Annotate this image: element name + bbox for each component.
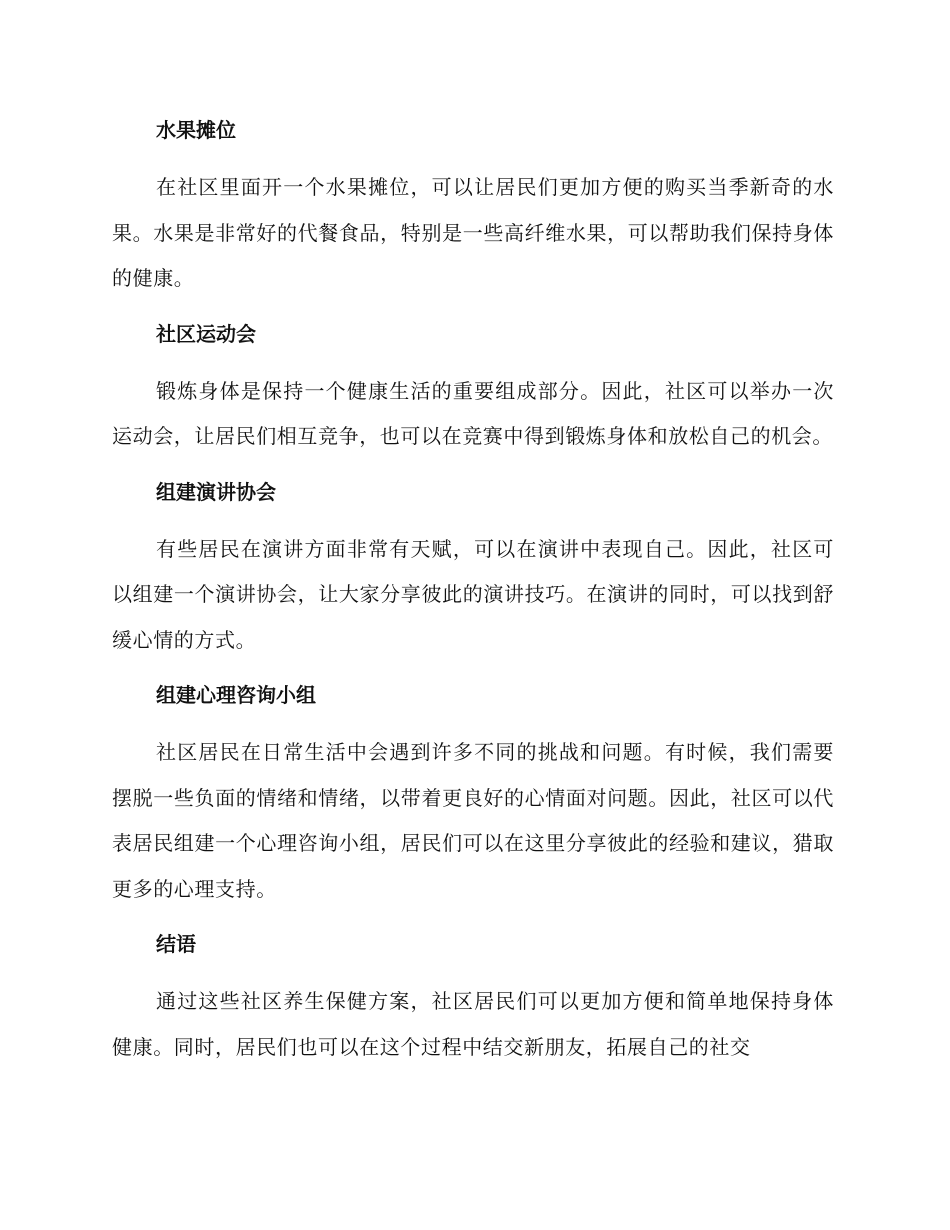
section-heading-conclusion: 结语 [156, 932, 196, 956]
section-paragraph-speech-club: 有些居民在演讲方面非常有天赋，可以在演讲中表现自己。因此，社区可以组建一个演讲协会，让大家分享彼此的演讲技巧。在演讲的同时，可以找到舒缓心情的方式。 [112, 536, 834, 652]
section-paragraph-conclusion: 通过这些社区养生保健方案，社区居民们可以更加方便和简单地保持身体健康。同时，居民们也可以在这个过程中结交新朋友，拓展自己的社交 [112, 989, 834, 1059]
section-paragraph-sports-meet: 锻炼身体是保持一个健康生活的重要组成部分。因此，社区可以举办一次运动会，让居民们相互竞争，也可以在竞赛中得到锻炼身体和放松自己的机会。 [112, 378, 834, 448]
section-heading-fruit-stall: 水果摊位 [156, 118, 236, 142]
section-heading-counseling-group: 组建心理咨询小组 [156, 683, 316, 707]
section-paragraph-fruit-stall: 在社区里面开一个水果摊位，可以让居民们更加方便的购买当季新奇的水果。水果是非常好的代餐食品，特别是一些高纤维水果，可以帮助我们保持身体的健康。 [112, 175, 834, 290]
section-heading-sports-meet: 社区运动会 [156, 321, 256, 346]
document-body [112, 108, 834, 1080]
section-paragraph-counseling-group: 社区居民在日常生活中会遇到许多不同的挑战和问题。有时候，我们需要摆脱一些负面的情绪和情绪，以带着更良好的心情面对问题。因此，社区可以代表居民组建一个心理咨询小组，居民们可以在这里分享彼此的经验和建议，猎取更多的心理支持。 [112, 740, 834, 901]
section-heading-speech-club: 组建演讲协会 [156, 479, 276, 504]
